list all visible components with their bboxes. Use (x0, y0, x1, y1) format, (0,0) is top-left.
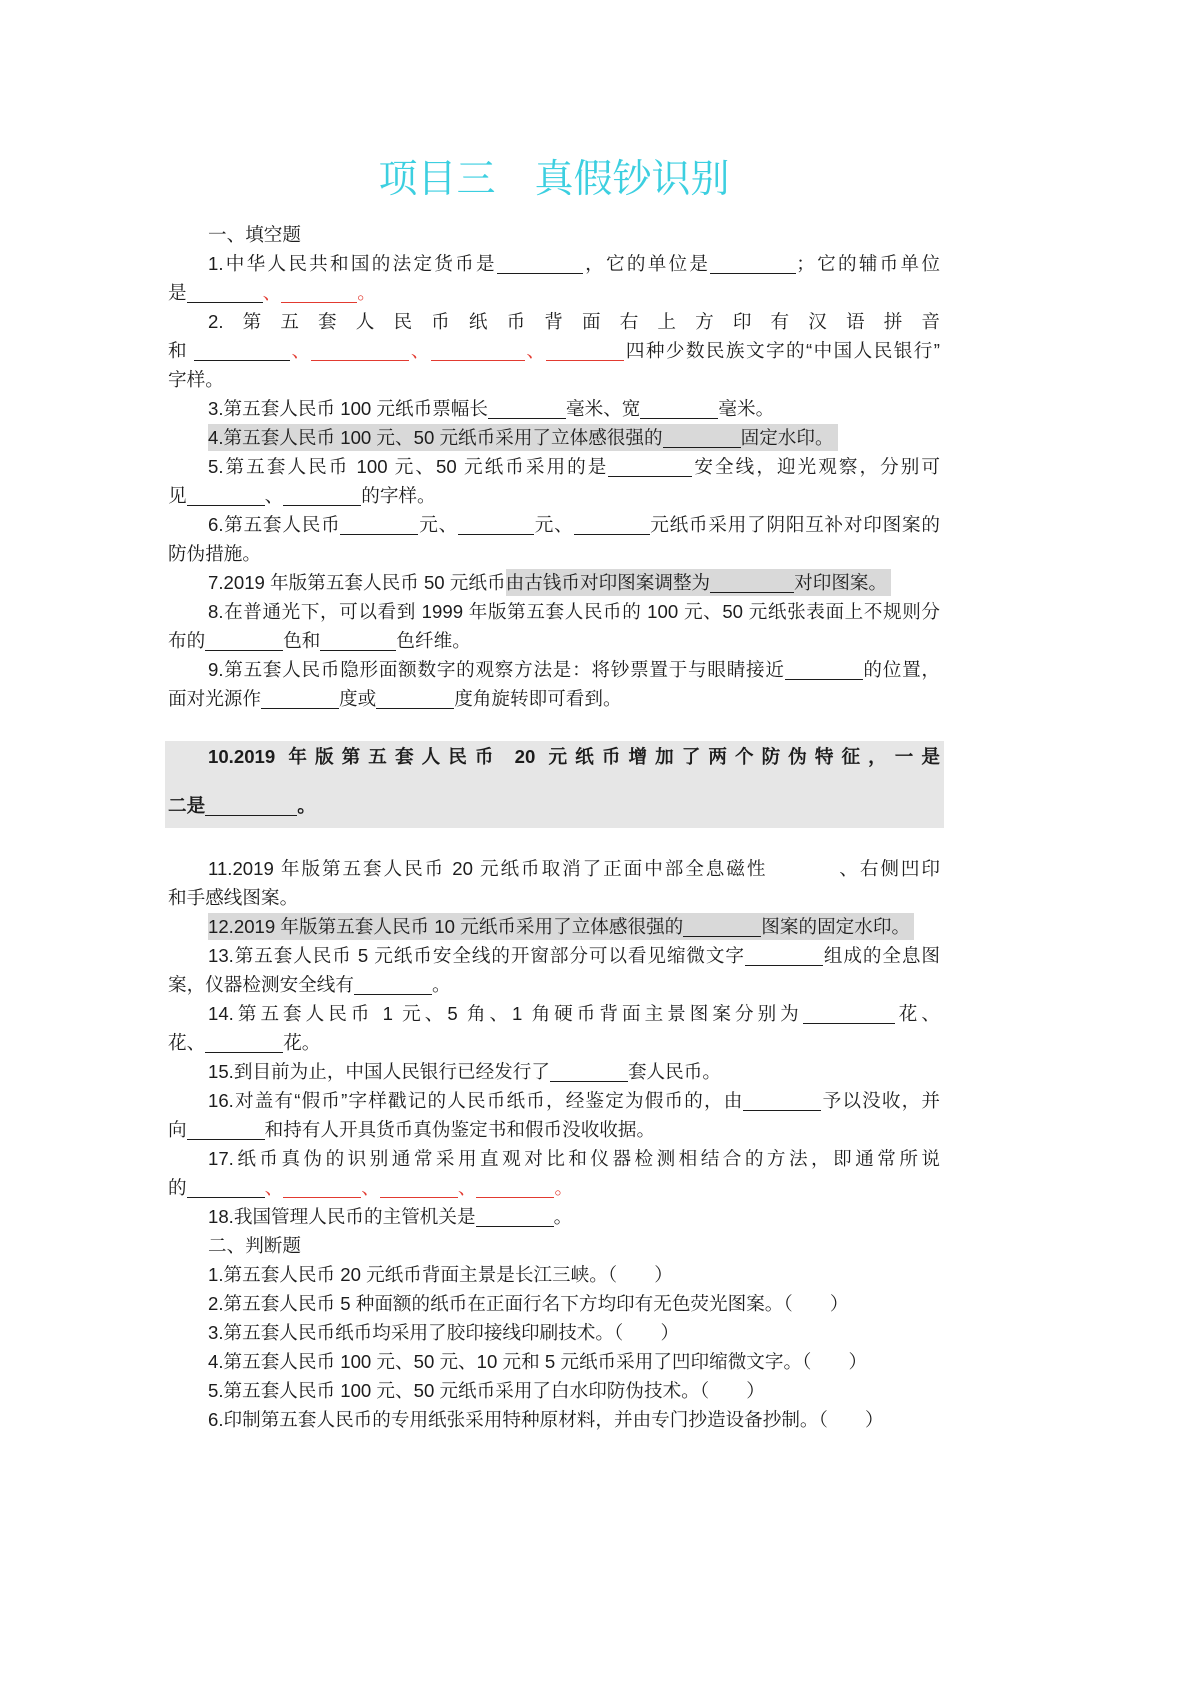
answer-blank (476, 1226, 554, 1227)
question-text: 。 (297, 795, 316, 816)
question-text: 四种少数民族文字的“中国人民银行” (624, 340, 940, 361)
question-line (168, 1202, 940, 1231)
judgment-item: 1.第五套人民币 20 元纸币背面主景是长江三峡。（ ） (208, 1264, 673, 1285)
answer-separator: 。 (554, 1177, 574, 1198)
question-text: 和持有人开具货币真伪鉴定书和假币没收收据。 (264, 1119, 656, 1140)
question-line (168, 249, 940, 278)
answer-separator: 、 (262, 282, 282, 303)
question-text: 由古钱币对印图案调整为 (505, 572, 711, 593)
judgment-list (168, 1260, 940, 1434)
question-line (168, 336, 940, 365)
answer-separator: 、 (361, 1177, 380, 1198)
answer-separator: 、 (524, 340, 547, 361)
question-line (168, 307, 940, 336)
answer-blank (187, 302, 263, 303)
answer-blank (550, 1081, 628, 1082)
answer-blank (311, 360, 409, 361)
answer-blank (380, 1197, 458, 1198)
judgment-item: 2.第五套人民币 5 种面额的纸币在正面行名下方均印有无色荧光图案。（ ） (208, 1293, 849, 1314)
answer-blank (205, 650, 283, 651)
question-text: 4.第五套人民币 100 元、50 元纸币采用了立体感很强的 (208, 427, 663, 448)
answer-blank (205, 815, 297, 816)
question-line (168, 597, 940, 626)
question-text: 元纸币采用了阴阳互补对印图案的 (649, 514, 940, 535)
answer-separator: 、 (409, 340, 431, 361)
question-line (168, 1115, 940, 1144)
question-text: 10.2019 年版第五套人民币 20 元纸币增加了两个防伪特征，一是 (208, 746, 940, 767)
answer-separator: 、 (457, 1177, 477, 1198)
question-text: 7.2019 年版第五套人民币 50 元纸币 (208, 572, 506, 593)
question-line (168, 791, 940, 820)
question-text: 5.第五套人民币 100 元、50 元纸币采用的是 (208, 456, 609, 477)
highlighted-text (506, 569, 892, 596)
question-text: 8.在普通光下，可以看到 1999 年版第五套人民币的 100 元、50 元纸张表面上不规则分 (208, 601, 940, 622)
question-text: 防伪措施。 (168, 543, 261, 564)
answer-blank (194, 360, 290, 361)
question-text: 图案的固定水印。 (761, 916, 911, 937)
question-text: 二是 (168, 795, 206, 816)
judgment-item: 4.第五套人民币 100 元、50 元、10 元和 5 元纸币采用了凹印缩微文字。（ ） (208, 1351, 868, 1372)
question-text: 、右侧凹印 (837, 858, 940, 879)
question-line (168, 1028, 940, 1057)
question-line (168, 684, 940, 713)
question-line (168, 510, 940, 539)
answer-blank (187, 1197, 265, 1198)
question-line (168, 568, 940, 597)
question-11 (168, 854, 940, 912)
question-text: 是 (168, 282, 187, 303)
question-text: ；它的辅币单位 (796, 253, 940, 274)
question-line (168, 999, 940, 1028)
question-text: 布的 (168, 630, 206, 651)
question-text: 字样。 (168, 369, 224, 390)
question-line (168, 394, 940, 423)
answer-blank (546, 360, 624, 361)
question-7 (168, 568, 940, 597)
question-13 (168, 941, 940, 999)
question-line (168, 970, 940, 999)
question-15 (168, 1057, 940, 1086)
answer-blank (803, 1023, 895, 1024)
answer-blank (354, 994, 432, 995)
question-text: 2.第五套人民币纸币背面右上方印有汉语拼音 (208, 311, 940, 332)
question-10 (165, 741, 944, 828)
answer-blank (743, 1110, 821, 1111)
question-2 (168, 307, 940, 394)
question-14 (168, 999, 940, 1057)
question-line (168, 539, 940, 568)
question-text: 12.2019 年版第五套人民币 10 元纸币采用了立体感很强的 (208, 916, 684, 937)
answer-blank (683, 936, 761, 937)
question-text: ，它的单位是 (582, 253, 711, 274)
question-text: 花、 (168, 1032, 206, 1053)
question-text: 13.第五套人民币 5 元纸币安全线的开窗部分可以看见缩微文字 (208, 945, 745, 966)
answer-blank (488, 418, 566, 419)
question-text: 面对光源作 (168, 688, 261, 709)
question-text: 11.2019 年版第五套人民币 20 元纸币取消了正面中部全息磁性 (208, 858, 768, 879)
question-text: 、 (264, 485, 284, 506)
question-text: 3.第五套人民币 100 元纸币票幅长 (208, 398, 488, 419)
question-line (168, 278, 940, 307)
question-text: 的位置， (862, 659, 940, 680)
section-heading-true-false: 二、判断题 (208, 1235, 301, 1256)
answer-separator: 。 (357, 282, 376, 303)
page-title: 项目三 真假钞识别 (378, 157, 730, 202)
question-text: 元、 (533, 514, 574, 535)
worksheet-content (168, 158, 940, 1434)
answer-blank (283, 1197, 361, 1198)
question-line (168, 912, 940, 941)
question-line (168, 365, 940, 394)
question-6 (168, 510, 940, 568)
answer-blank (710, 592, 794, 593)
judgment-item: 6.印制第五套人民币的专用纸张采用特种原材料，并由专门抄造设备抄制。（ ） (208, 1409, 884, 1430)
question-text: 组成的全息图 (822, 945, 940, 966)
answer-blank (745, 965, 823, 966)
judgment-item: 3.第五套人民币纸币均采用了胶印接线印刷技术。（ ） (208, 1322, 680, 1343)
question-text: 色纤维。 (396, 630, 471, 651)
question-text: 17.纸币真伪的识别通常采用直观对比和仪器检测相结合的方法，即通常所说 (208, 1148, 940, 1169)
answer-separator: 、 (290, 340, 312, 361)
question-text: 度角旋转即可看到。 (454, 688, 622, 709)
answer-blank (608, 476, 692, 477)
question-line (168, 1144, 940, 1173)
judgment-item: 5.第五套人民币 100 元、50 元纸币采用了白水印防伪技术。（ ） (208, 1380, 765, 1401)
question-text: 15.到目前为止，中国人民银行已经发行了 (208, 1061, 550, 1082)
question-text: 色和 (283, 630, 321, 651)
answer-blank (458, 534, 534, 535)
question-text: 的字样。 (361, 485, 436, 506)
question-text: 毫米。 (718, 398, 775, 419)
section-heading-fill-blank: 一、填空题 (208, 224, 301, 245)
question-line (168, 655, 940, 684)
question-text: 18.我国管理人民币的主管机关是 (208, 1206, 476, 1227)
answer-blank (476, 1197, 554, 1198)
question-line (168, 1086, 940, 1115)
answer-blank (187, 505, 265, 506)
question-text: 套人民币。 (627, 1061, 721, 1082)
question-text: 的 (168, 1177, 187, 1198)
answer-blank (187, 1139, 265, 1140)
question-5 (168, 452, 940, 510)
answer-blank (376, 708, 454, 709)
question-line (168, 1057, 940, 1086)
question-line (168, 452, 940, 481)
question-17 (168, 1144, 940, 1202)
question-text: 案，仪器检测安全线有 (168, 974, 354, 995)
question-text: 6.第五套人民币 (208, 514, 341, 535)
question-text: 9.第五套人民币隐形面额数字的观察方法是：将钞票置于与眼睛接近 (208, 659, 785, 680)
question-text: 对印图案。 (794, 572, 888, 593)
question-line (168, 742, 940, 771)
question-line (168, 1173, 940, 1202)
question-9 (168, 655, 940, 713)
question-text: 固定水印。 (740, 427, 834, 448)
question-text: 向 (168, 1119, 187, 1140)
question-16 (168, 1086, 940, 1144)
answer-blank (574, 534, 650, 535)
question-text: 16.对盖有“假币”字样戳记的人民币纸币，经鉴定为假币的，由 (208, 1090, 744, 1111)
question-1 (168, 249, 940, 307)
answer-blank (431, 360, 525, 361)
answer-blank (205, 1052, 283, 1053)
question-line (168, 481, 940, 510)
answer-blank (283, 505, 361, 506)
question-line (168, 626, 940, 655)
highlighted-text (208, 424, 838, 451)
question-text: 予以没收，并 (821, 1090, 940, 1111)
empty-gap (767, 874, 837, 875)
question-text: 和 (168, 340, 189, 361)
question-3 (168, 394, 940, 423)
question-line (168, 883, 940, 912)
question-18 (168, 1202, 940, 1231)
answer-blank (663, 447, 741, 448)
highlighted-text (208, 913, 914, 940)
answer-blank (261, 708, 339, 709)
question-8 (168, 597, 940, 655)
question-12 (168, 912, 940, 941)
question-text: 14.第五套人民币 1 元、5 角、1 角硬币背面主景图案分别为 (208, 1003, 803, 1024)
question-text: 1.中华人民共和国的法定货币是 (208, 253, 497, 274)
question-text: 见 (168, 485, 187, 506)
question-line (168, 941, 940, 970)
answer-separator: 、 (264, 1177, 284, 1198)
question-text: 花、 (894, 1003, 940, 1024)
question-text: 和手感线图案。 (168, 887, 299, 908)
question-text: 毫米、宽 (566, 398, 641, 419)
question-text: 。 (553, 1206, 573, 1227)
answer-blank (497, 273, 583, 274)
answer-blank (785, 679, 863, 680)
question-text: 花。 (283, 1032, 321, 1053)
question-line (168, 854, 940, 883)
question-line (168, 423, 940, 452)
question-4 (168, 423, 940, 452)
question-text: 安全线，迎光观察，分别可 (692, 456, 940, 477)
question-text: 度或 (338, 688, 377, 709)
answer-blank (640, 418, 718, 419)
question-text: 。 (431, 974, 451, 995)
question-text: 元、 (418, 514, 458, 535)
answer-blank (281, 302, 357, 303)
answer-blank (320, 650, 396, 651)
answer-blank (710, 273, 796, 274)
answer-blank (340, 534, 418, 535)
